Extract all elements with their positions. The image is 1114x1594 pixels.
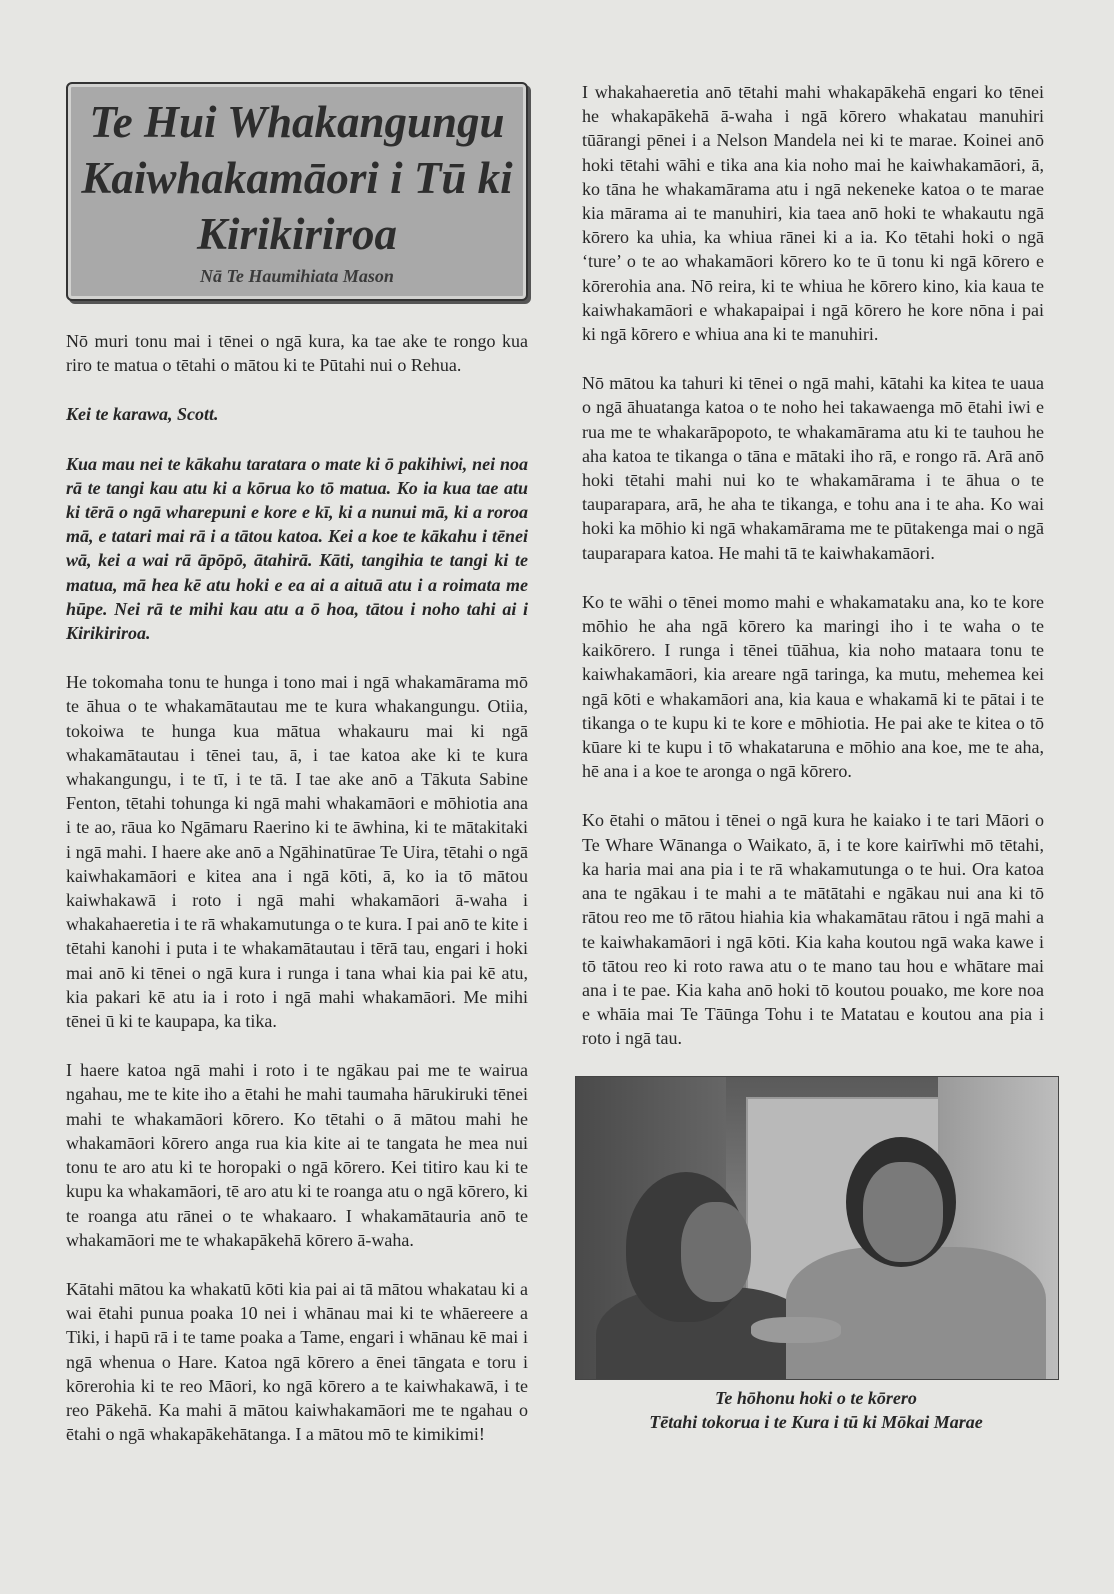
paragraph: Kātahi mātou ka whakatū kōti kia pai ai tā mātou whakatau ki a wai ētahi punua poaka 10 nei i whānau mai ki te whāereere a Tiki, i hapū rā i te tame poaka a Tame, engari i whānau kē mai i ngā whenua o Hare. Katoa ngā kōrero a ēnei tāngata e toru i kōrerohia ki te reo Māori, ko ngā kōrero a te kaiwhakawā, i te reo Pākehā. Ka mahi ā mātou kaiwhakamāori me te ngahau o ētahi o ngā whakapākehātanga. I a mātou mō te kimikimi! [66, 1278, 528, 1445]
article-title: Te Hui Whakangungu Kaiwhakamāori i Tū ki Kirikiriroa [81, 97, 513, 259]
photo-caption-line2: Tētahi tokorua i te Kura i tū ki Mōkai Marae [649, 1411, 983, 1432]
paragraph: Ko te wāhi o tēnei momo mahi e whakamataku ana, ko te kore mōhio he aha ngā kōrero ka maringi iho i te waha o te kaikōrero. I runga i tēnei tūāhua, kia noho mataara tonu te kaiwhakamāori, kia areare ngā taringa, ka mutu, mehemea kei ngā kōti e whakamāori ana, kia kaua e whakamā ki te pātai i te tikanga o te kupu ki te kore e mōhiotia. He pai ake te kitea o tō kūare ki te kupu i tō whakataruna e mōhio ana koe, me te aha, hē ana i a koe te aronga o ngā kōrero. [582, 591, 1044, 782]
left-paragraphs [66, 329, 528, 1446]
paragraph: He tokomaha tonu te hunga i tono mai i ngā whakamārama mō te āhua o te whakamātautau me te kura whakangungu. Otiia, tokoiwa te hunga kua mātua whakauru mai ki ngā whakamātautau i tēnei tau, ā, i tae katoa ake ki te kura whakangungu, i te tī, i te tā. I tae ake anō a Tākuta Sabine Fenton, tētahi tohunga ki ngā mahi whakamāori e mōhiotia ana i te ao, rāua ko Ngāmaru Raerino ki te āwhina, ki te mātakitaki i ngā mahi. I haere ake anō a Ngāhinatūrae Te Uira, tētahi o ngā kaiwhakamāori e kitea ana i ngā kōti, ā, ko ia tō mātou kaiwhakawā i roto i ngā mahi whakamāori ā-waha i whakahaeretia i te rā whakamutunga o te kura. I pai anō te kite i tētahi kanohi i puta i te whakamātautau i tērā tau, engari i hoki mai anō ki tēnei o ngā kura i runga i tana whai kia pai kē atu, kia pakari kē atu ia i roto i ngā mahi whakamāori. Me mihi tēnei ū ki te kaupapa, ka tika. [66, 672, 528, 1032]
photo-caption-line1: Te hōhonu hoki o te kōrero [715, 1387, 917, 1408]
article-photo [575, 1076, 1059, 1380]
right-paragraphs [582, 80, 1044, 1051]
paragraph: Nō mātou ka tahuri ki tēnei o ngā mahi, kātahi ka kitea te uaua o ngā āhuatanga katoa o te noho hei takawaenga mō ētahi iwi e rua me te whakarāpopoto, te whakamārama atu ki te tauhou he aha katoa te tikanga o tāna e mātaki iho rā, e rongo rā. Arā anō hoki tētahi mahi nui ko te whakamārama i te āhua o te tauparapara, arā, he aha te tikanga, e tohu ana i te aha. Ko wai hoki ka mōhio ki ngā whakamārama me te pūtakenga mai o ngā tauparapara katoa. He mahi tā te kaiwhakamāori. [582, 373, 1044, 563]
paragraph: I whakahaeretia anō tētahi mahi whakapākehā engari ko tēnei he whakapākehā ā-waha i ngā kōrero whakatau manuhiri tūārangi pēnei i a Nelson Mandela nei ki te marae. Koinei anō hoki tētahi wāhi e tika ana kia noho mai he kaiwhakamāori, ā, ko tāna he whakamārama atu i ngā nekeneke katoa o te marae kia mārama ai te manuhiri, kia taea anō hoki te whakautu ngā kōrero ka uhia, ka whiua rānei ki a ia. Ko tētahi hoki o ngā ‘ture’ o te ao whakamāori kōrero ko te ū tonu ki ngā kōrero e kōrerohia ana. Nō reira, ki te whiua he kōrero kino, kia kaua te kaiwhakamāori e whakapaipai i ngā kōrero he kore nōna i pai ki ngā kōrero e whiua ana ki te manuhiri. [582, 82, 1044, 345]
article-byline: Nā Te Haumihiata Mason [200, 266, 394, 286]
paragraph: Kua mau nei te kākahu taratara o mate ki ō pakihiwi, nei noa rā te tangi kau atu ki a kōrua ko tō matua. Ko ia kua tae atu ki tērā o ngā wharepuni e kore e kī, ki a nunui mā, ki a roroa mā, e tatari mai rā i a tātou katoa. Kei a koe te kākahu i tēnei wā, kei a wai rā āpōpō, ātahirā. Kāti, tangihia te tangi ki te matua, mā hea kē atu hoki e ea ai a aituā atu i a roimata me hūpe. Nei rā te mihi kau atu a ō hoa, tātou i noho tahi ai i Kirikiriroa. [66, 453, 528, 644]
right-column [582, 80, 1044, 1434]
paragraph: Ko ētahi o mātou i tēnei o ngā kura he kaiako i te tari Māori o Te Whare Wānanga o Waikato, ā, i te kore kairīwhi mō tētahi, ka haria mai ana pia i te rā whakamutunga o te hui. Ora katoa ana te ngākau i te mahi a te mātātahi e ngākau nui ana ki tō rātou reo me tō rātou hiahia kia whakamātau rātou i ngā mahi a te kaiwhakamāori i ngā kōti. Kia kaha koutou ngā waka kawe i tō tātou reo ki roto rawa atu o te mano tau hou e whātare mai ana i te pae. Kia kaha anō hoki tō koutou pouako, me kore noa e whāia mai Te Tāūnga Tohu i te Matatau e koutou ana pia i roto i ngā tau. [582, 810, 1044, 1049]
paragraph: I haere katoa ngā mahi i roto i te ngākau pai me te wairua ngahau, me te kite iho a ētahi he mahi taumaha hārukiruki tēnei mahi te whakamāori kōrero. Ko tētahi o ā mātou mahi he whakamāori kōrero anga rua kia kite ai te tangata he mea nui tonu te aro atu ki te horopaki o ngā kōrero. Kei titiro kau ki te kupu ka whakamāori, tē aro atu ki te roanga atu o ngā kōrero, ki te roanga atu rānei o te whakaaro. I whakamātauria anō te whakamāori me te whakapākehā kōrero ā-waha. [66, 1060, 528, 1250]
title-box [66, 82, 528, 301]
left-column [66, 80, 528, 1471]
photo-caption [575, 1386, 1057, 1434]
paragraph: Nō muri tonu mai i tēnei o ngā kura, ka tae ake te rongo kua riro te matua o tētahi o mātou ki te Pūtahi nui o Rehua. [66, 331, 528, 376]
paragraph: Kei te karawa, Scott. [66, 404, 219, 425]
